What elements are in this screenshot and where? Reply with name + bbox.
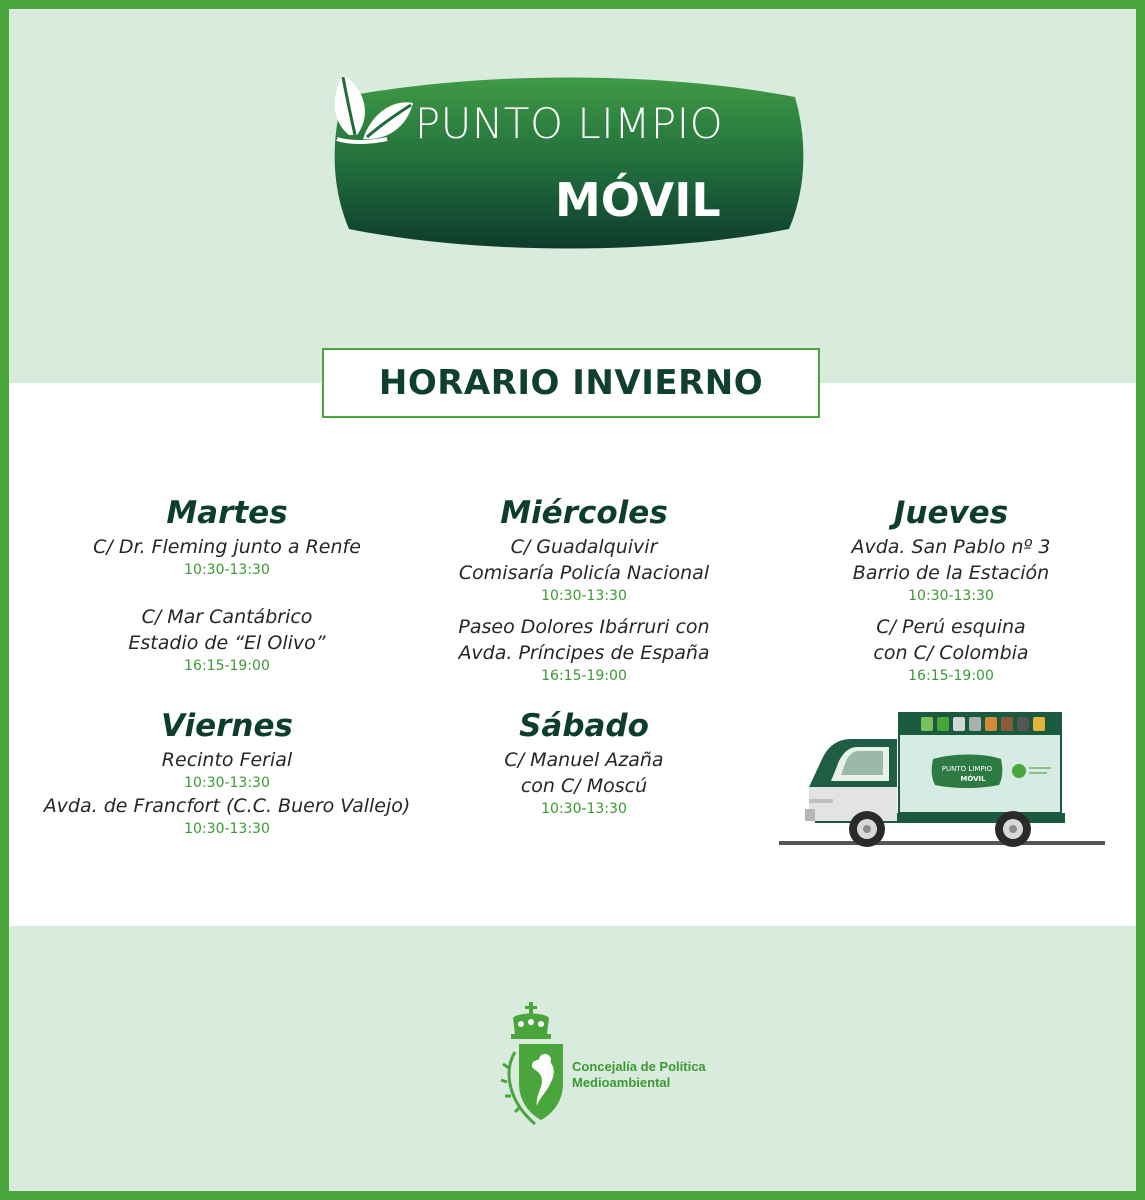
department-line1: Concejalía de Política [572, 1059, 706, 1074]
time-slot: 10:30-13:30 [541, 801, 627, 817]
location-line: Avda. Príncipes de España [458, 642, 710, 664]
location-line: C/ Manuel Azaña [504, 749, 664, 771]
leaf-icon [329, 69, 415, 149]
coat-of-arms-icon [489, 1002, 573, 1132]
schedule-label-box [322, 348, 820, 418]
day-martes [57, 494, 397, 682]
location-line: C/ Perú esquina [876, 616, 1026, 638]
day-jueves [781, 494, 1121, 692]
location-line: Paseo Dolores Ibárruri con [458, 616, 710, 638]
time-slot: 16:15-19:00 [541, 668, 627, 684]
day-title: Martes [166, 495, 288, 531]
location-line: Comisaría Policía Nacional [458, 562, 710, 584]
day-miercoles [414, 494, 754, 692]
location-line: Avda. San Pablo nº 3 [851, 536, 1051, 558]
location-line: C/ Guadalquivir [510, 536, 658, 558]
time-slot: 16:15-19:00 [184, 658, 270, 674]
time-slot: 10:30-13:30 [184, 821, 270, 837]
title-line2: MÓVIL [555, 173, 721, 227]
location-line: con C/ Moscú [520, 775, 648, 797]
day-title: Miércoles [500, 495, 668, 531]
location-line: Barrio de la Estación [852, 562, 1050, 584]
day-title: Viernes [161, 708, 293, 744]
department-line2: Medioambiental [572, 1075, 671, 1090]
schedule-label: HORARIO INVIERNO [378, 363, 764, 403]
time-slot: 10:30-13:30 [184, 775, 270, 791]
location-line: con C/ Colombia [873, 642, 1029, 664]
truck-icon [779, 709, 1119, 859]
time-slot: 10:30-13:30 [184, 562, 270, 578]
time-slot: 16:15-19:00 [908, 668, 994, 684]
title-line1: PUNTO LIMPIO [414, 99, 724, 148]
day-sabado [414, 707, 754, 825]
location-line: Avda. de Francfort (C.C. Buero Vallejo) [43, 795, 411, 817]
title-banner [329, 69, 829, 259]
department-name [572, 1059, 706, 1091]
day-title: Sábado [519, 708, 649, 744]
day-viernes [37, 707, 417, 845]
time-slot: 10:30-13:30 [541, 588, 627, 604]
location-line: Recinto Ferial [161, 749, 293, 771]
truck-logo-line2: MÓVIL [960, 775, 986, 783]
day-title: Jueves [893, 495, 1009, 531]
location-line: C/ Mar Cantábrico [141, 606, 313, 628]
location-line: C/ Dr. Fleming junto a Renfe [93, 536, 361, 558]
page-frame [9, 9, 1136, 1191]
time-slot: 10:30-13:30 [908, 588, 994, 604]
location-line: Estadio de “El Olivo” [128, 632, 326, 654]
truck-logo-line1: PUNTO LIMPIO [941, 765, 993, 773]
